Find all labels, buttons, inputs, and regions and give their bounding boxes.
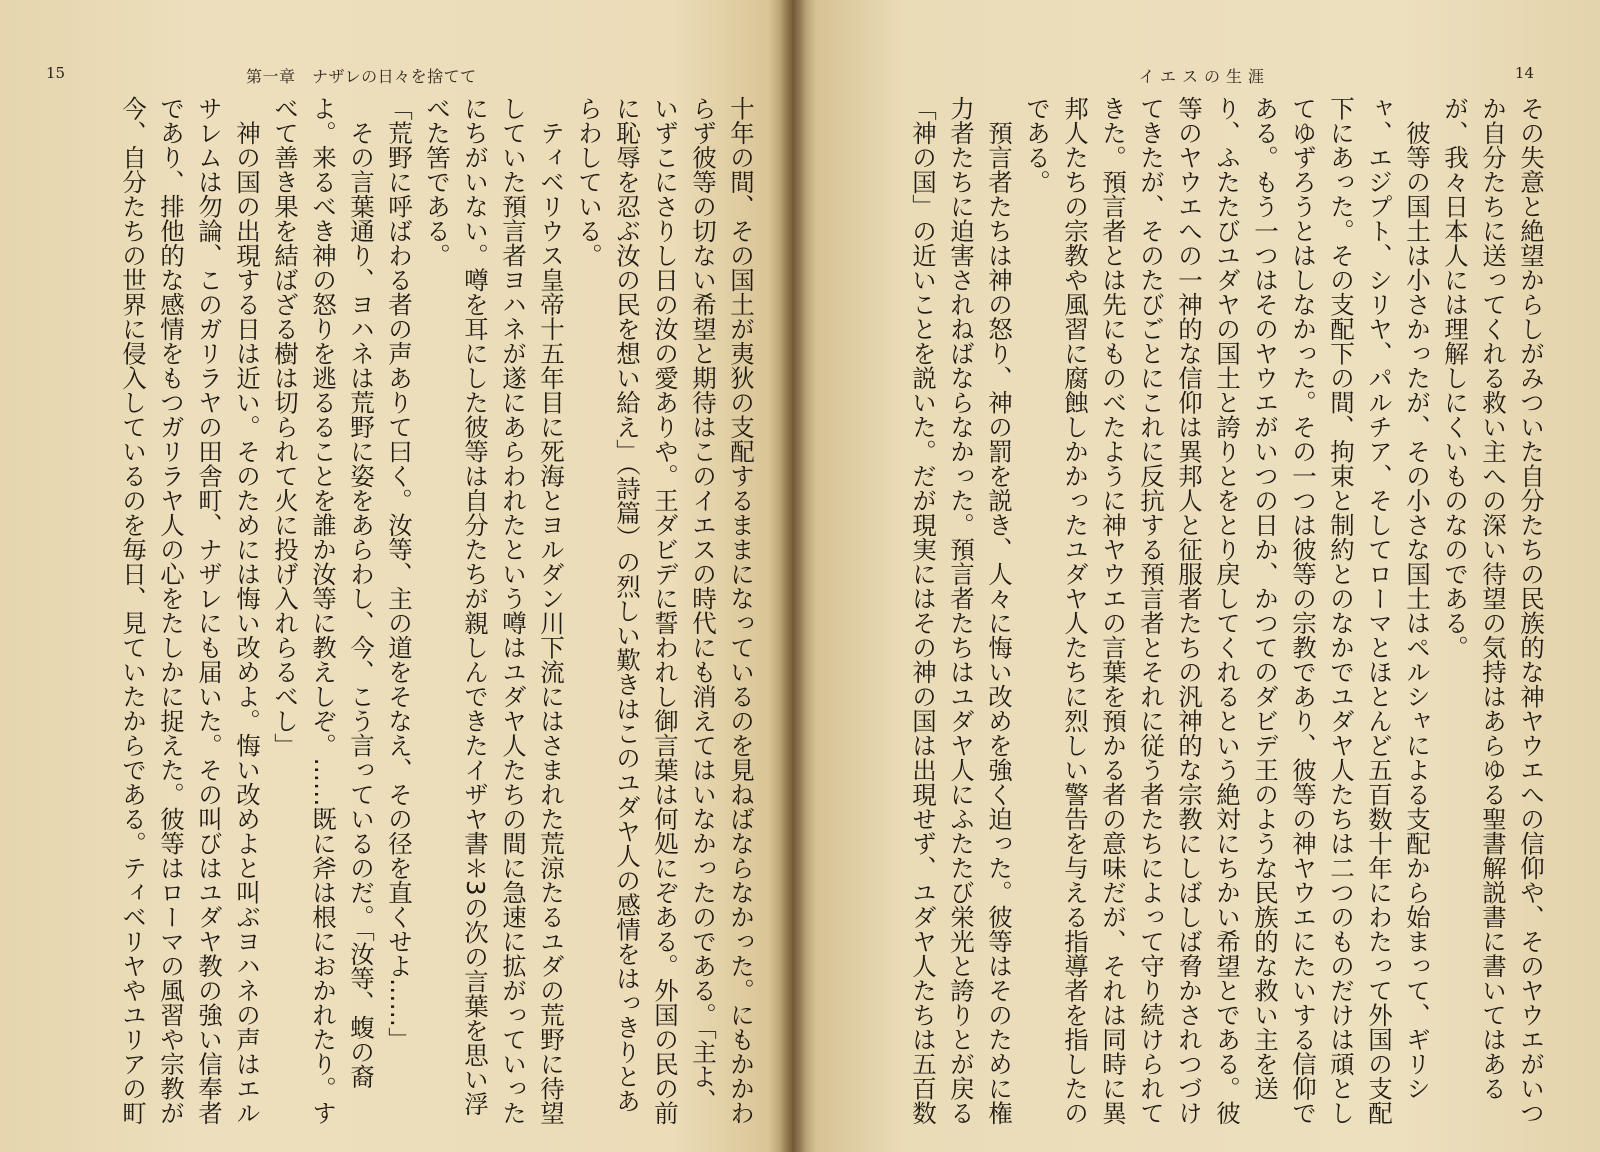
body-text: [848, 96, 1550, 1126]
paragraph: 彼等の国土は小さかったが、その小さな国土はペルシャによる支配から始まって、ギリシャ、エジプト、シリヤ、パルチア、そしてローマとほとんど五百数十年にわたって外国の支配下にあった。その支配下の間、拘束と制約とのなかでユダヤ人たちは二つのものだけは頑としてゆずろうとはしなかった。その一つは彼等の宗教であり、彼等の神ヤウエにたいする信仰である。もう一つはそのヤウエがいつの日か、かつてのダビデ王のような民族的な救い主を送り、ふたたびユダヤの国土と誇りとをとり戻してくれるという絶対にちかい希望とである。彼等のヤウエへの一神的な信仰は異邦人と征服者たちの汎神的な宗教にしばしば脅かされつづけてきたが、そのたびごとにこれに反抗する預言者とそれに従う者たちによって守り続けられてきた。預言者とは先にものべたように神ヤウエの言葉を預かる者の意味だが、それは同時に異邦人たちの宗教や風習に腐蝕しかかったユダヤ人たちに烈しい警告を与える指導者を指したのである。: [1023, 96, 1432, 1125]
page-number: 14: [1514, 64, 1534, 82]
running-head: 第一章 ナザレの日々を捨てて: [246, 67, 477, 86]
paragraph: その言葉通り、ヨハネは荒野に姿をあらわし、今、こう言っているのだ。「汝等、蝮の裔よ。来るべき神の怒りを逃るることを誰か汝等に教えしぞ。……既に斧は根におかれたり。すべて善き果を結ばざる樹は切られて火に投げ入れらるべし」: [271, 96, 376, 1125]
left-page: [0, 0, 792, 1152]
paragraph: 預言者たちは神の怒り、神の罰を説き、人々に悔い改めを強く迫った。彼等はそのために権力者たちに迫害されねばならなかった。預言者たちはユダヤ人にふたたび栄光と誇りとが戻る「神の国」の近いことを説いた。だが現実にはその神の国は出現せず、ユダヤ人たちは五百数: [909, 96, 1014, 1125]
paragraph: その失意と絶望からしがみついた自分たちの民族的な神ヤウエへの信仰や、そのヤウエがいつか自分たちに送ってくれる救い主への深い待望の気持はあらゆる聖書解説書に書いてはあるが、我々日本人には理解しにくいものなのである。: [1441, 96, 1546, 1125]
paragraph: ティベリウス皇帝十五年目に死海とヨルダン川下流にはさまれた荒涼たるユダの荒野に待望していた預言者ヨハネが遂にあらわれたという噂はユダヤ人たちの間に急速に拡がっていったにちがいない。噂を耳にした彼等は自分たちが親しんできたイザヤ書＊3の次の言葉を思い浮べた筈である。: [423, 96, 566, 1125]
paragraph: 神の国の出現する日は近い。そのためには悔い改めよ。悔い改めよと叫ぶヨハネの声はエルサレムは勿論、このガリラヤの田舎町、ナザレにも届いた。その叫びはユダヤ教の強い信奉者であり、排他的な感情をもつガリラヤ人の心をたしかに捉えた。彼等はローマの風習や宗教が今、自分たちの世界に侵入しているのを毎日、見ていたからである。ティベリヤやユリアの町: [119, 96, 262, 1125]
paragraph: 十年の間、その国土が夷狄の支配するままになっているのを見ねばならなかった。にもかかわらず彼等の切ない希望と期待はこのイエスの時代にも消えてはいなかったのである。「主よ、いずこにさりし日の汝の愛ありや。王ダビデに誓われし御言葉は何処にぞある。外国の民の前に恥辱を忍ぶ汝の民を想い給え」（詩篇）の烈しい歎きはこのユダヤ人の感情をはっきりとあらわしている。: [575, 96, 756, 1125]
right-page: [792, 0, 1600, 1152]
quotation: 「荒野に呼ばわる者の声ありて曰く。汝等、主の道をそなえ、その径を直くせよ……」: [385, 96, 414, 1052]
page-number: 15: [46, 64, 66, 82]
running-head: イエスの生涯: [1138, 67, 1270, 86]
body-text: [48, 96, 760, 1126]
